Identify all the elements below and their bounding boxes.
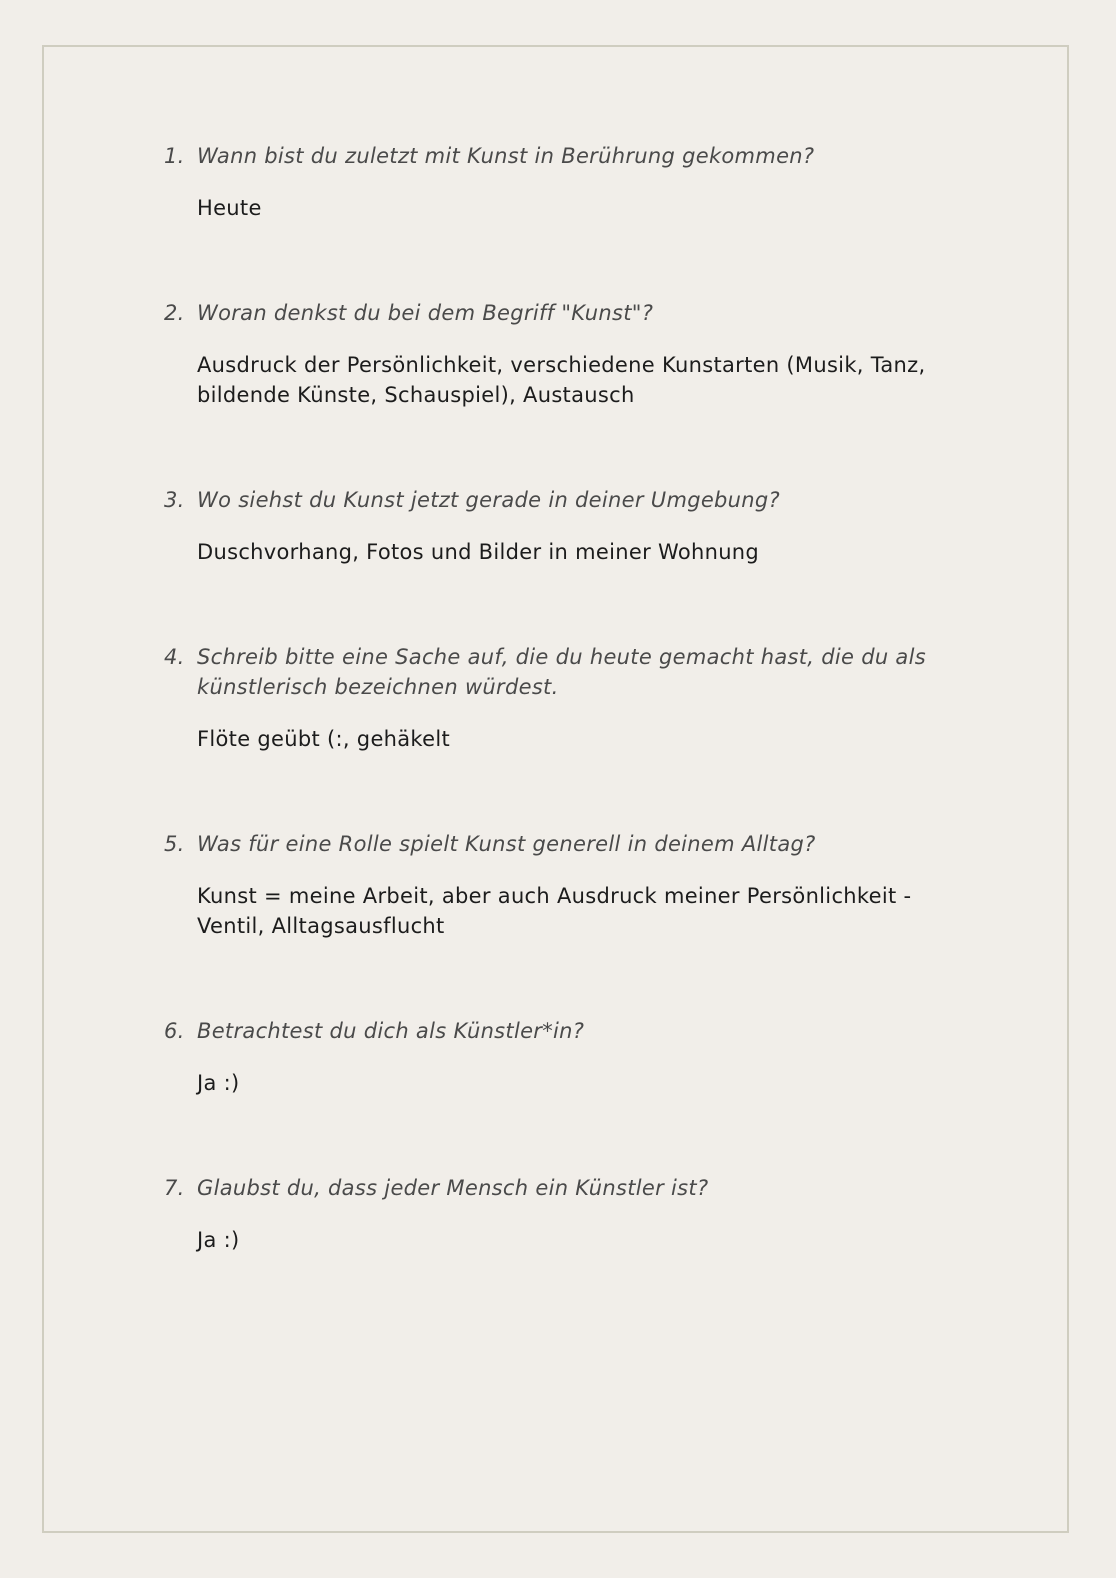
answer-text	[197, 881, 964, 941]
answer-text: Heute	[197, 196, 262, 220]
question-block-1	[164, 141, 964, 223]
answer-line: Kunst = meine Arbeit, aber auch Ausdruck meiner Persönlichkeit -	[197, 884, 912, 908]
question-number: 7.	[164, 1176, 185, 1200]
question-block-4	[164, 642, 964, 754]
question-text: Wo siehst du Kunst jetzt gerade in deiner Umgebung?	[197, 488, 780, 512]
answer-text: Ja :)	[197, 1071, 240, 1095]
question-line: künstlerisch bezeichnen würdest.	[197, 675, 559, 699]
question	[164, 141, 964, 171]
question-text: Betrachtest du dich als Künstler*in?	[197, 1019, 585, 1043]
question	[164, 298, 964, 328]
question-text: Was für eine Rolle spielt Kunst generell in deinem Alltag?	[197, 832, 816, 856]
question	[164, 1173, 964, 1203]
question-block-3	[164, 485, 964, 567]
question-block-2	[164, 298, 964, 410]
question-number: 5.	[164, 832, 185, 856]
page-border	[42, 45, 1069, 1533]
question-number: 2.	[164, 301, 185, 325]
answer-text	[197, 350, 964, 410]
question-number: 3.	[164, 488, 185, 512]
question-text: Woran denkst du bei dem Begriff "Kunst"?	[197, 301, 654, 325]
question-text	[197, 642, 964, 702]
question	[164, 829, 964, 859]
question-number: 6.	[164, 1019, 185, 1043]
question	[164, 642, 964, 702]
question-block-5	[164, 829, 964, 941]
answer-line: Ausdruck der Persönlichkeit, verschiedene Kunstarten (Musik, Tanz,	[197, 353, 926, 377]
question-line: Schreib bitte eine Sache auf, die du heute gemacht hast, die du als	[197, 645, 926, 669]
answer-text: Flöte geübt (:, gehäkelt	[197, 727, 451, 751]
question-block-6	[164, 1016, 964, 1098]
question	[164, 485, 964, 515]
answer-line: Ventil, Alltagsausflucht	[197, 914, 445, 938]
answer-text: Ja :)	[197, 1228, 240, 1252]
question-number: 4.	[164, 645, 185, 669]
question	[164, 1016, 964, 1046]
question-text: Wann bist du zuletzt mit Kunst in Berührung gekommen?	[197, 144, 815, 168]
answer-text: Duschvorhang, Fotos und Bilder in meiner Wohnung	[197, 540, 760, 564]
answer-line: bildende Künste, Schauspiel), Austausch	[197, 383, 635, 407]
question-text: Glaubst du, dass jeder Mensch ein Künstler ist?	[197, 1176, 709, 1200]
question-number: 1.	[164, 144, 185, 168]
question-block-7	[164, 1173, 964, 1255]
